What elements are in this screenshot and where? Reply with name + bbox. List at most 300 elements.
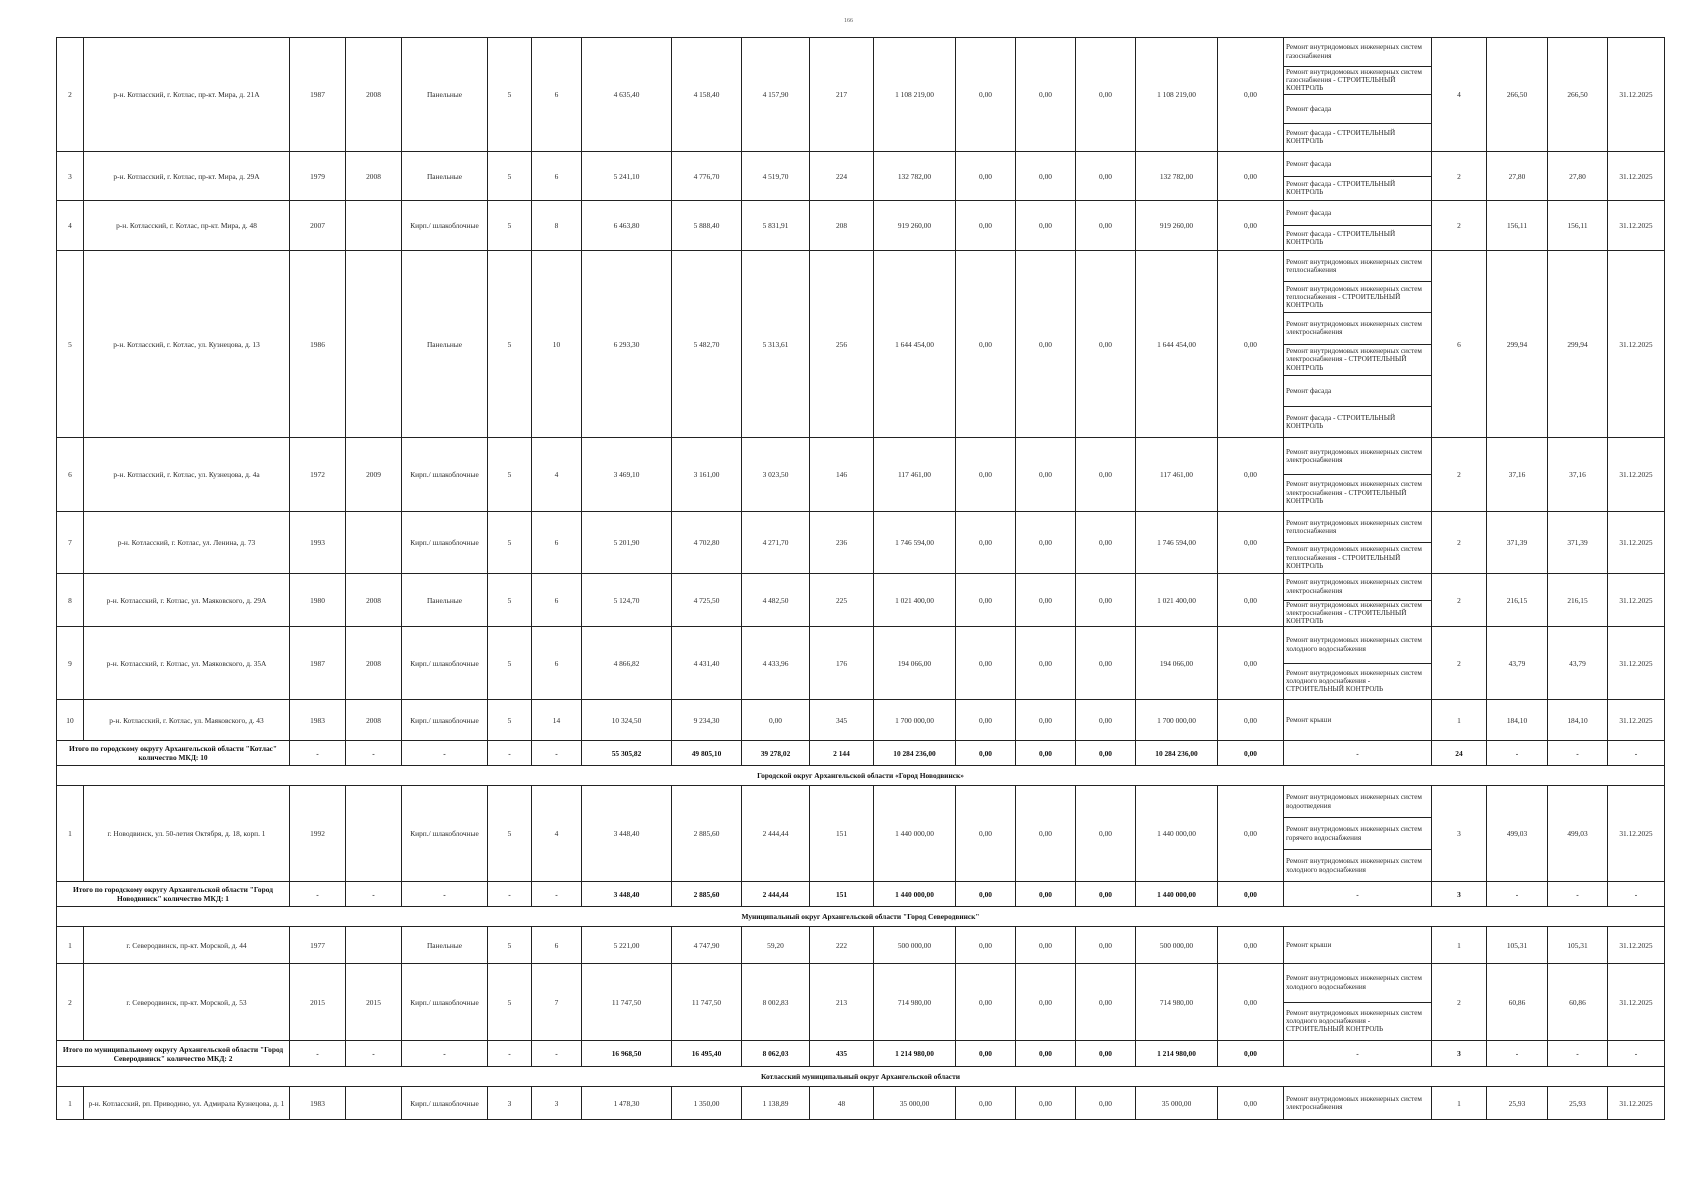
cell-year-built: 1979 <box>290 152 346 201</box>
works-list <box>1284 38 1431 151</box>
section-title: Городской округ Архангельской области «Город Новодвинск» <box>57 766 1665 786</box>
page-number: 166 <box>844 18 853 24</box>
cell-cost-other: 0,00 <box>1218 512 1284 574</box>
cell-area-living: 2 885,60 <box>672 786 742 882</box>
cell-floors: 5 <box>488 574 532 627</box>
cell-entrances: 4 <box>532 438 582 512</box>
cell-unit-cost: 25,93 <box>1487 1087 1548 1120</box>
cell-cost-total: 919 260,00 <box>874 201 956 251</box>
cell-year-overhaul <box>346 201 402 251</box>
dash-cell: - <box>346 741 402 766</box>
cell-entrances: 7 <box>532 964 582 1041</box>
cell-area-living: 3 161,00 <box>672 438 742 512</box>
dash-cell: - <box>1284 882 1432 907</box>
works-list <box>1284 1087 1431 1119</box>
building-row <box>57 201 1665 251</box>
cell-cost-regional: 0,00 <box>1016 38 1076 152</box>
work-item: Ремонт фасада - СТРОИТЕЛЬНЫЙ КОНТРОЛЬ <box>1286 413 1396 430</box>
cell-address: р-н. Котласский, г. Котлас, ул. Ленина, д. 73 <box>84 512 290 574</box>
dash-cell: - <box>1487 741 1548 766</box>
cell-year-built: 1983 <box>290 700 346 741</box>
dash-cell: - <box>402 741 488 766</box>
total-cost-regional: 0,00 <box>1016 1041 1076 1067</box>
work-item: Ремонт внутридомовых инженерных систем электроснабжения <box>1286 1094 1422 1111</box>
cell-residents: 224 <box>810 152 874 201</box>
cell-year-overhaul: 2008 <box>346 627 402 700</box>
cell-residents: 208 <box>810 201 874 251</box>
cell-residents: 222 <box>810 927 874 964</box>
cell-unit-limit: 27,80 <box>1548 152 1608 201</box>
cell-unit-limit: 43,79 <box>1548 627 1608 700</box>
cell-works-count: 2 <box>1432 627 1487 700</box>
cell-floors: 5 <box>488 964 532 1041</box>
total-cost-total: 1 214 980,00 <box>874 1041 956 1067</box>
cell-cost-owners: 919 260,00 <box>1136 201 1218 251</box>
works-list <box>1284 251 1431 437</box>
dash-cell: - <box>1608 1041 1665 1067</box>
cell-works-count: 6 <box>1432 251 1487 438</box>
building-row <box>57 700 1665 741</box>
cell-unit-limit: 371,39 <box>1548 512 1608 574</box>
cell-wall: Кирп./ шлакоблочные <box>402 438 488 512</box>
building-row <box>57 152 1665 201</box>
cell-residents: 48 <box>810 1087 874 1120</box>
cell-wall: Кирп./ шлакоблочные <box>402 1087 488 1120</box>
cell-unit-limit: 60,86 <box>1548 964 1608 1041</box>
dash-cell: - <box>488 741 532 766</box>
cell-cost-total: 1 021 400,00 <box>874 574 956 627</box>
cell-year-built: 2015 <box>290 964 346 1041</box>
dash-cell: - <box>1608 741 1665 766</box>
cell-area-owned: 4 157,90 <box>742 38 810 152</box>
cell-address: р-н. Котласский, г. Котлас, пр-кт. Мира, д. 48 <box>84 201 290 251</box>
cell-area-total: 3 448,40 <box>582 786 672 882</box>
work-item: Ремонт внутридомовых инженерных систем холодного водоснабжения - СТРОИТЕЛЬНЫЙ КОНТРОЛЬ <box>1286 1008 1422 1034</box>
cell-cost-fund: 0,00 <box>956 251 1016 438</box>
work-item: Ремонт внутридомовых инженерных систем электроснабжения - СТРОИТЕЛЬНЫЙ КОНТРОЛЬ <box>1286 600 1422 626</box>
cell-area-living: 1 350,00 <box>672 1087 742 1120</box>
total-row <box>57 882 1665 907</box>
work-item: Ремонт фасада <box>1284 95 1431 124</box>
cell-area-living: 4 431,40 <box>672 627 742 700</box>
work-item: Ремонт внутридомовых инженерных систем холодного водоснабжения <box>1284 964 1431 1003</box>
cell-unit-limit: 184,10 <box>1548 700 1608 741</box>
cell-deadline: 31.12.2025 <box>1608 201 1665 251</box>
dash-cell: - <box>346 1041 402 1067</box>
cell-no: 3 <box>57 152 84 201</box>
cell-no: 6 <box>57 438 84 512</box>
cell-cost-regional: 0,00 <box>1016 438 1076 512</box>
cell-area-living: 4 158,40 <box>672 38 742 152</box>
cell-residents: 151 <box>810 786 874 882</box>
cell-cost-total: 35 000,00 <box>874 1087 956 1120</box>
cell-entrances: 3 <box>532 1087 582 1120</box>
cell-residents: 236 <box>810 512 874 574</box>
cell-year-overhaul: 2008 <box>346 38 402 152</box>
cell-cost-local: 0,00 <box>1076 38 1136 152</box>
cell-cost-other: 0,00 <box>1218 700 1284 741</box>
cell-area-living: 11 747,50 <box>672 964 742 1041</box>
cell-cost-fund: 0,00 <box>956 574 1016 627</box>
cell-year-built: 1987 <box>290 627 346 700</box>
dash-cell: - <box>488 1041 532 1067</box>
work-item: Ремонт внутридомовых инженерных систем холодного водоснабжения <box>1284 627 1431 664</box>
cell-floors: 3 <box>488 1087 532 1120</box>
cell-year-built: 1993 <box>290 512 346 574</box>
total-cost-total: 10 284 236,00 <box>874 741 956 766</box>
cell-no: 4 <box>57 201 84 251</box>
cell-cost-local: 0,00 <box>1076 964 1136 1041</box>
works-list <box>1284 786 1431 881</box>
total-area-living: 2 885,60 <box>672 882 742 907</box>
dash-cell: - <box>1548 741 1608 766</box>
cell-cost-fund: 0,00 <box>956 1087 1016 1120</box>
cell-deadline: 31.12.2025 <box>1608 152 1665 201</box>
cell-cost-total: 1 108 219,00 <box>874 38 956 152</box>
cell-unit-limit: 105,31 <box>1548 927 1608 964</box>
cell-entrances: 14 <box>532 700 582 741</box>
cell-area-owned: 4 271,70 <box>742 512 810 574</box>
cell-cost-total: 194 066,00 <box>874 627 956 700</box>
cell-entrances: 6 <box>532 38 582 152</box>
works-list-cell <box>1284 927 1432 964</box>
cell-unit-limit: 25,93 <box>1548 1087 1608 1120</box>
building-row <box>57 627 1665 700</box>
cell-area-living: 5 482,70 <box>672 251 742 438</box>
total-cost-regional: 0,00 <box>1016 741 1076 766</box>
cell-deadline: 31.12.2025 <box>1608 927 1665 964</box>
cell-cost-regional: 0,00 <box>1016 512 1076 574</box>
section-header-row <box>57 766 1665 786</box>
cell-year-overhaul <box>346 251 402 438</box>
cell-wall: Кирп./ шлакоблочные <box>402 700 488 741</box>
cell-area-living: 4 776,70 <box>672 152 742 201</box>
cell-year-overhaul: 2008 <box>346 574 402 627</box>
work-item: Ремонт фасада <box>1284 376 1431 407</box>
cell-address: р-н. Котласский, г. Котлас, ул. Маяковского, д. 43 <box>84 700 290 741</box>
works-list-cell <box>1284 964 1432 1041</box>
total-row <box>57 1041 1665 1067</box>
cell-area-total: 4 866,82 <box>582 627 672 700</box>
cell-no: 2 <box>57 964 84 1041</box>
cell-residents: 217 <box>810 38 874 152</box>
cell-no: 7 <box>57 512 84 574</box>
cell-area-total: 6 293,30 <box>582 251 672 438</box>
cell-unit-limit: 156,11 <box>1548 201 1608 251</box>
cell-cost-local: 0,00 <box>1076 927 1136 964</box>
capital-repair-register <box>56 37 1654 1120</box>
cell-address: р-н. Котласский, г. Котлас, ул. Кузнецова, д. 13 <box>84 251 290 438</box>
cell-cost-regional: 0,00 <box>1016 627 1076 700</box>
cell-cost-fund: 0,00 <box>956 786 1016 882</box>
dash-cell: - <box>532 1041 582 1067</box>
cell-cost-fund: 0,00 <box>956 964 1016 1041</box>
section-title: Муниципальный округ Архангельской области "Город Северодвинск" <box>57 907 1665 927</box>
cell-deadline: 31.12.2025 <box>1608 1087 1665 1120</box>
total-works-count: 3 <box>1432 882 1487 907</box>
cell-no: 8 <box>57 574 84 627</box>
works-list <box>1284 927 1431 963</box>
cell-no: 1 <box>57 927 84 964</box>
cell-no: 9 <box>57 627 84 700</box>
dash-cell: - <box>1284 1041 1432 1067</box>
cell-year-overhaul: 2009 <box>346 438 402 512</box>
cell-area-owned: 4 433,96 <box>742 627 810 700</box>
works-list <box>1284 627 1431 699</box>
cell-cost-total: 1 644 454,00 <box>874 251 956 438</box>
cell-area-living: 4 725,50 <box>672 574 742 627</box>
cell-floors: 5 <box>488 38 532 152</box>
cell-unit-cost: 37,16 <box>1487 438 1548 512</box>
cell-cost-regional: 0,00 <box>1016 927 1076 964</box>
cell-cost-local: 0,00 <box>1076 251 1136 438</box>
cell-address: г. Северодвинск, пр-кт. Морской, д. 53 <box>84 964 290 1041</box>
cell-cost-other: 0,00 <box>1218 438 1284 512</box>
cell-residents: 176 <box>810 627 874 700</box>
work-item: Ремонт внутридомовых инженерных систем теплоснабжения <box>1284 512 1431 543</box>
cell-cost-local: 0,00 <box>1076 627 1136 700</box>
cell-cost-local: 0,00 <box>1076 574 1136 627</box>
cell-unit-cost: 184,10 <box>1487 700 1548 741</box>
work-item: Ремонт внутридомовых инженерных систем холодного водоснабжения <box>1286 857 1422 874</box>
cell-cost-other: 0,00 <box>1218 251 1284 438</box>
cell-entrances: 6 <box>532 927 582 964</box>
work-item: Ремонт внутридомовых инженерных систем газоснабжения - СТРОИТЕЛЬНЫЙ КОНТРОЛЬ <box>1284 67 1431 96</box>
cell-area-total: 3 469,10 <box>582 438 672 512</box>
cell-floors: 5 <box>488 438 532 512</box>
work-item: Ремонт внутридомовых инженерных систем электроснабжения <box>1284 313 1431 344</box>
cell-cost-owners: 1 021 400,00 <box>1136 574 1218 627</box>
cell-area-living: 5 888,40 <box>672 201 742 251</box>
cell-cost-total: 1 746 594,00 <box>874 512 956 574</box>
cell-floors: 5 <box>488 786 532 882</box>
cell-area-owned: 3 023,50 <box>742 438 810 512</box>
dash-cell: - <box>402 1041 488 1067</box>
works-list-cell <box>1284 574 1432 627</box>
cell-cost-regional: 0,00 <box>1016 964 1076 1041</box>
cell-address: р-н. Котласский, рп. Приводино, ул. Адмирала Кузнецова, д. 1 <box>84 1087 290 1120</box>
cell-deadline: 31.12.2025 <box>1608 251 1665 438</box>
cell-cost-owners: 1 440 000,00 <box>1136 786 1218 882</box>
cell-unit-cost: 266,50 <box>1487 38 1548 152</box>
total-area-total: 55 305,82 <box>582 741 672 766</box>
building-row <box>57 251 1665 438</box>
cell-unit-limit: 266,50 <box>1548 38 1608 152</box>
cell-cost-other: 0,00 <box>1218 927 1284 964</box>
cell-year-overhaul <box>346 927 402 964</box>
cell-unit-cost: 60,86 <box>1487 964 1548 1041</box>
works-list <box>1284 201 1431 250</box>
cell-area-living: 4 747,90 <box>672 927 742 964</box>
total-cost-regional: 0,00 <box>1016 882 1076 907</box>
cell-unit-cost: 299,94 <box>1487 251 1548 438</box>
total-area-owned: 2 444,44 <box>742 882 810 907</box>
cell-residents: 213 <box>810 964 874 1041</box>
total-area-living: 49 805,10 <box>672 741 742 766</box>
cell-deadline: 31.12.2025 <box>1608 786 1665 882</box>
cell-year-built: 1986 <box>290 251 346 438</box>
cell-area-owned: 2 444,44 <box>742 786 810 882</box>
dash-cell: - <box>1487 882 1548 907</box>
cell-cost-total: 132 782,00 <box>874 152 956 201</box>
cell-floors: 5 <box>488 927 532 964</box>
cell-unit-cost: 27,80 <box>1487 152 1548 201</box>
cell-area-owned: 59,20 <box>742 927 810 964</box>
total-cost-total: 1 440 000,00 <box>874 882 956 907</box>
work-item: Ремонт крыши <box>1286 715 1332 724</box>
cell-no: 1 <box>57 1087 84 1120</box>
cell-cost-other: 0,00 <box>1218 627 1284 700</box>
dash-cell: - <box>290 882 346 907</box>
cell-entrances: 4 <box>532 786 582 882</box>
cell-works-count: 4 <box>1432 38 1487 152</box>
total-cost-local: 0,00 <box>1076 741 1136 766</box>
cell-address: р-н. Котласский, г. Котлас, пр-кт. Мира, д. 29А <box>84 152 290 201</box>
cell-cost-owners: 194 066,00 <box>1136 627 1218 700</box>
work-item: Ремонт фасада <box>1284 201 1431 226</box>
total-label: Итого по городскому округу Архангельской области "Котлас" количество МКД: 10 <box>57 741 290 766</box>
cell-floors: 5 <box>488 512 532 574</box>
cell-cost-owners: 500 000,00 <box>1136 927 1218 964</box>
cell-year-overhaul: 2008 <box>346 700 402 741</box>
dash-cell: - <box>532 882 582 907</box>
cell-no: 1 <box>57 786 84 882</box>
cell-cost-local: 0,00 <box>1076 152 1136 201</box>
total-cost-owners: 1 440 000,00 <box>1136 882 1218 907</box>
dash-cell: - <box>290 741 346 766</box>
works-list <box>1284 438 1431 511</box>
cell-area-total: 4 635,40 <box>582 38 672 152</box>
cell-wall: Кирп./ шлакоблочные <box>402 512 488 574</box>
cell-area-owned: 5 831,91 <box>742 201 810 251</box>
cell-area-owned: 8 002,83 <box>742 964 810 1041</box>
section-header-row <box>57 1067 1665 1087</box>
cell-unit-limit: 216,15 <box>1548 574 1608 627</box>
works-list-cell <box>1284 201 1432 251</box>
works-list-cell <box>1284 512 1432 574</box>
buildings-table <box>56 37 1665 1120</box>
cell-works-count: 2 <box>1432 964 1487 1041</box>
cell-unit-limit: 37,16 <box>1548 438 1608 512</box>
cell-cost-owners: 1 700 000,00 <box>1136 700 1218 741</box>
cell-cost-other: 0,00 <box>1218 38 1284 152</box>
total-area-total: 16 968,50 <box>582 1041 672 1067</box>
cell-year-built: 1977 <box>290 927 346 964</box>
dash-cell: - <box>346 882 402 907</box>
cell-year-overhaul <box>346 786 402 882</box>
cell-year-built: 1980 <box>290 574 346 627</box>
dash-cell: - <box>1487 1041 1548 1067</box>
total-cost-local: 0,00 <box>1076 882 1136 907</box>
section-title: Котласский муниципальный округ Архангельской области <box>57 1067 1665 1087</box>
cell-year-overhaul <box>346 512 402 574</box>
cell-cost-regional: 0,00 <box>1016 574 1076 627</box>
cell-wall: Кирп./ шлакоблочные <box>402 964 488 1041</box>
cell-year-built: 2007 <box>290 201 346 251</box>
cell-cost-other: 0,00 <box>1218 786 1284 882</box>
works-list-cell <box>1284 700 1432 741</box>
cell-cost-local: 0,00 <box>1076 438 1136 512</box>
total-area-owned: 39 278,02 <box>742 741 810 766</box>
cell-cost-other: 0,00 <box>1218 1087 1284 1120</box>
total-cost-other: 0,00 <box>1218 1041 1284 1067</box>
cell-deadline: 31.12.2025 <box>1608 627 1665 700</box>
cell-wall: Панельные <box>402 152 488 201</box>
cell-year-overhaul: 2015 <box>346 964 402 1041</box>
cell-cost-owners: 35 000,00 <box>1136 1087 1218 1120</box>
cell-area-living: 9 234,30 <box>672 700 742 741</box>
cell-cost-total: 1 700 000,00 <box>874 700 956 741</box>
cell-address: р-н. Котласский, г. Котлас, ул. Маяковского, д. 35А <box>84 627 290 700</box>
work-item: Ремонт внутридомовых инженерных систем водоотведения <box>1284 786 1431 818</box>
total-residents: 435 <box>810 1041 874 1067</box>
cell-wall: Кирп./ шлакоблочные <box>402 627 488 700</box>
cell-unit-cost: 499,03 <box>1487 786 1548 882</box>
cell-deadline: 31.12.2025 <box>1608 700 1665 741</box>
cell-deadline: 31.12.2025 <box>1608 438 1665 512</box>
cell-unit-cost: 371,39 <box>1487 512 1548 574</box>
cell-cost-other: 0,00 <box>1218 152 1284 201</box>
cell-area-owned: 0,00 <box>742 700 810 741</box>
total-cost-owners: 10 284 236,00 <box>1136 741 1218 766</box>
work-item: Ремонт внутридомовых инженерных систем теплоснабжения - СТРОИТЕЛЬНЫЙ КОНТРОЛЬ <box>1284 282 1431 313</box>
cell-floors: 5 <box>488 627 532 700</box>
total-residents: 151 <box>810 882 874 907</box>
cell-year-built: 1992 <box>290 786 346 882</box>
dash-cell: - <box>1608 882 1665 907</box>
cell-deadline: 31.12.2025 <box>1608 574 1665 627</box>
building-row <box>57 927 1665 964</box>
cell-cost-owners: 117 461,00 <box>1136 438 1218 512</box>
dash-cell: - <box>1284 741 1432 766</box>
total-cost-fund: 0,00 <box>956 1041 1016 1067</box>
works-list <box>1284 152 1431 200</box>
cell-area-living: 4 702,80 <box>672 512 742 574</box>
cell-entrances: 6 <box>532 152 582 201</box>
cell-residents: 225 <box>810 574 874 627</box>
dash-cell: - <box>402 882 488 907</box>
cell-entrances: 6 <box>532 627 582 700</box>
total-cost-other: 0,00 <box>1218 882 1284 907</box>
cell-address: г. Северодвинск, пр-кт. Морской, д. 44 <box>84 927 290 964</box>
total-area-living: 16 495,40 <box>672 1041 742 1067</box>
total-cost-local: 0,00 <box>1076 1041 1136 1067</box>
cell-unit-limit: 499,03 <box>1548 786 1608 882</box>
work-item: Ремонт внутридомовых инженерных систем теплоснабжения <box>1284 251 1431 282</box>
total-works-count: 3 <box>1432 1041 1487 1067</box>
cell-entrances: 6 <box>532 512 582 574</box>
cell-cost-owners: 1 108 219,00 <box>1136 38 1218 152</box>
cell-floors: 5 <box>488 201 532 251</box>
cell-deadline: 31.12.2025 <box>1608 512 1665 574</box>
cell-cost-fund: 0,00 <box>956 512 1016 574</box>
work-item: Ремонт внутридомовых инженерных систем электроснабжения <box>1284 574 1431 601</box>
dash-cell: - <box>1548 882 1608 907</box>
total-label: Итого по муниципальному округу Архангельской области "Город Северодвинск" количество МКД: 2 <box>57 1041 290 1067</box>
cell-cost-local: 0,00 <box>1076 201 1136 251</box>
cell-area-owned: 5 313,61 <box>742 251 810 438</box>
cell-year-overhaul <box>346 1087 402 1120</box>
total-area-owned: 8 062,03 <box>742 1041 810 1067</box>
cell-address: г. Новодвинск, ул. 50-летия Октября, д. 18, корп. 1 <box>84 786 290 882</box>
cell-cost-fund: 0,00 <box>956 700 1016 741</box>
works-list <box>1284 964 1431 1040</box>
cell-wall: Панельные <box>402 574 488 627</box>
building-row <box>57 38 1665 152</box>
section-header-row <box>57 907 1665 927</box>
cell-cost-local: 0,00 <box>1076 1087 1136 1120</box>
cell-area-total: 1 478,30 <box>582 1087 672 1120</box>
